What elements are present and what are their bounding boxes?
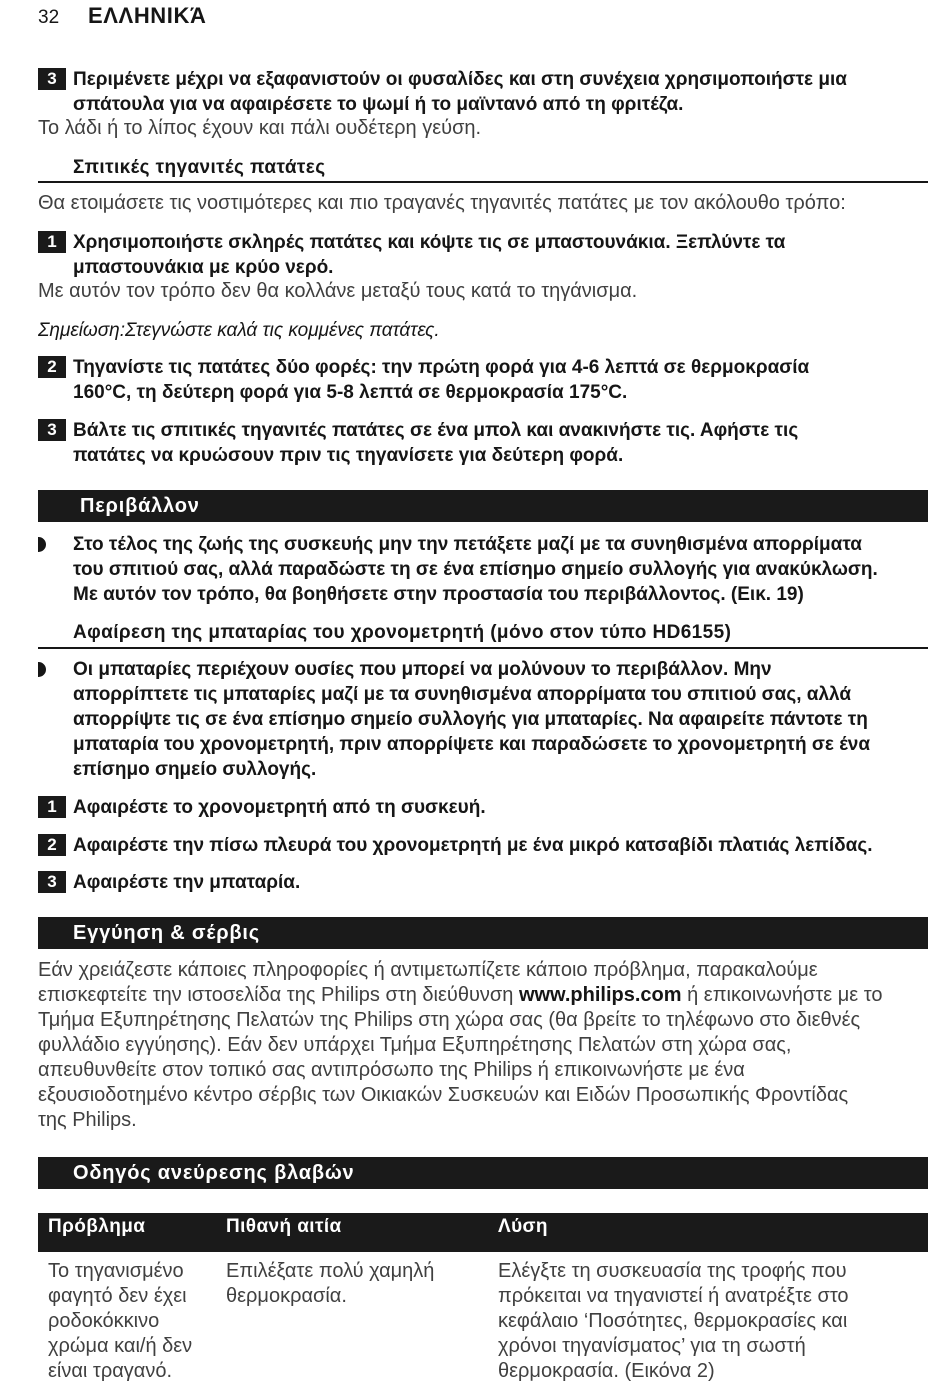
troubleshooting-table-header	[38, 1213, 928, 1252]
section-heading: Οδηγός ανεύρεσης βλαβών	[73, 1162, 355, 1184]
half-circle-bullet-icon	[38, 537, 46, 552]
subsection-divider	[38, 181, 928, 183]
step-text	[73, 355, 928, 405]
battery-step-1	[38, 795, 928, 820]
step-number-badge: 1	[38, 231, 66, 253]
step-2-fry-twice	[38, 355, 928, 405]
section-heading: Εγγύηση & σέρβις	[73, 922, 260, 944]
table-cell-cause	[226, 1259, 488, 1309]
step-result-text: Με αυτόν τον τρόπο δεν θα κολλάνε μεταξύ τους κατά το τηγάνισμα.	[38, 280, 638, 302]
step-text-line: πατάτες να κρυώσουν πριν τις τηγανίσετε για δεύτερη φορά.	[73, 445, 624, 466]
table-cell-line: χρώμα και/ή δεν	[48, 1335, 193, 1357]
step-text	[73, 870, 928, 895]
paragraph-line: εξουσιοδοτημένο κέντρο σέρβις των Οικιακών Συσκευών και Ειδών Προσωπικής Φροντίδας	[38, 1084, 849, 1106]
step-text-line: μπαστουνάκια με κρύο νερό.	[73, 257, 334, 278]
step-result	[38, 279, 928, 304]
step-text-line: Περιμένετε μέχρι να εξαφανιστούν οι φυσαλίδες και στη συνέχεια χρησιμοποιήστε μια	[73, 69, 847, 90]
section-bar-troubleshooting	[38, 1157, 928, 1189]
subsection-intro	[38, 191, 928, 216]
step-number-badge: 3	[38, 419, 66, 441]
step-text-line: Τηγανίστε τις πατάτες δύο φορές: την πρώτη φορά για 4-6 λεπτά σε θερμοκρασία	[73, 357, 810, 378]
subsection-heading: Σπιτικές τηγανιτές πατάτες	[73, 157, 326, 178]
step-number-badge: 2	[38, 356, 66, 378]
subsection-battery-heading	[38, 620, 928, 645]
step-3-remove-food	[38, 67, 928, 117]
paragraph-line: απευθυνθείτε στον τοπικό σας αντιπρόσωπο της Philips ή επικοινωνήστε με ένα	[38, 1059, 745, 1081]
table-cell-line: κεφάλαιο ‘Ποσότητες, θερμοκρασίες και	[498, 1310, 848, 1332]
battery-step-2	[38, 833, 928, 858]
section-heading: Περιβάλλον	[80, 495, 200, 517]
bullet-disposal	[38, 532, 928, 607]
paragraph-line: Εάν χρειάζεστε κάποιες πληροφορίες ή αντιμετωπίζετε κάποιο πρόβλημα, παρακαλούμε	[38, 959, 818, 981]
step-text-line: 160°C, τη δεύτερη φορά για 5-8 λεπτά σε θερμοκρασία 175°C.	[73, 382, 628, 403]
paragraph-text: επισκεφτείτε την ιστοσελίδα της Philips στη διεύθυνση	[38, 984, 519, 1006]
step-text	[73, 67, 928, 117]
bullet-text-line: Στο τέλος της ζωής της συσκευής μην την πετάξετε μαζί με τα συνηθισμένα απορρίματα	[73, 534, 862, 555]
bullet-text-line: Οι μπαταρίες περιέχουν ουσίες που μπορεί να μολύνουν το περιβάλλον. Μην	[73, 659, 772, 680]
step-result-text: Το λάδι ή το λίπος έχουν και πάλι ουδέτερη γεύση.	[38, 117, 482, 139]
table-cell-line: ροδοκόκκινο	[48, 1310, 160, 1332]
bullet-text-line: επίσημο σημείο συλλογής.	[73, 759, 317, 780]
column-header-cause: Πιθανή αιτία	[226, 1216, 342, 1237]
guarantee-paragraph	[38, 958, 928, 1133]
step-text-line: Αφαιρέστε την μπαταρία.	[73, 872, 301, 893]
paragraph-line: Τμήμα Εξυπηρέτησης Πελατών της Philips στη χώρα σας (θα βρείτε το τηλέφωνο στο διεθνές	[38, 1009, 861, 1031]
step-number-badge: 2	[38, 834, 66, 856]
step-text-line: Βάλτε τις σπιτικές τηγανιτές πατάτες σε ένα μπολ και ανακινήστε τις. Αφήστε τις	[73, 420, 799, 441]
bullet-text-line: του σπιτιού σας, αλλά παραδώστε τη σε ένα επίσημο σημείο συλλογής για ανακύκλωση.	[73, 559, 878, 580]
table-cell-problem	[48, 1259, 220, 1384]
language-title: ΕΛΛΗΝΙΚΆ	[88, 3, 207, 28]
step-text	[73, 418, 928, 468]
half-circle-bullet-icon	[38, 662, 46, 677]
step-number-badge: 1	[38, 796, 66, 818]
subsection-divider	[38, 647, 928, 649]
paragraph-text: ή επικοινωνήστε με το	[681, 984, 883, 1006]
step-1-cut-potatoes	[38, 230, 928, 280]
step-result	[38, 116, 928, 141]
bullet-text	[73, 657, 928, 782]
table-row	[38, 1259, 928, 1386]
bullet-battery-warning	[38, 657, 928, 782]
step-text	[73, 833, 928, 858]
table-cell-line: είναι τραγανό.	[48, 1360, 173, 1382]
table-cell-line: Επιλέξατε πολύ χαμηλή	[226, 1260, 435, 1282]
note-text: Σημείωση:Στεγνώστε καλά τις κομμένες πατάτες.	[38, 320, 440, 341]
website-address: www.philips.com	[518, 984, 682, 1006]
table-cell-line: Το τηγανισμένο	[48, 1260, 184, 1282]
step-number-badge: 3	[38, 871, 66, 893]
step-3-cool-chips	[38, 418, 928, 468]
paragraph-line: φυλλάδιο εγγύησης). Εάν δεν υπάρχει Τμήμα Εξυπηρέτησης Πελατών στη χώρα σας,	[38, 1034, 792, 1056]
page-header	[38, 3, 928, 29]
bullet-text-line: απορρίψτε τις σε ένα επίσημο σημείο συλλογής για μπαταρίες. Να αφαιρείτε πάντοτε τη	[73, 709, 868, 730]
table-cell-line: θερμοκρασία. (Εικόνα 2)	[498, 1360, 715, 1382]
table-cell-line: Ελέγξτε τη συσκευασία της τροφής που	[498, 1260, 847, 1282]
note	[38, 318, 928, 343]
step-text	[73, 230, 928, 280]
table-cell-line: φαγητό δεν έχει	[48, 1285, 187, 1307]
step-text-line: σπάτουλα για να αφαιρέσετε το ψωμί ή το μαϊντανό από τη φριτέζα.	[73, 94, 684, 115]
paragraph-line	[38, 983, 928, 1008]
bullet-text-line: Με αυτόν τον τρόπο, θα βοηθήσετε στην προστασία του περιβάλλοντος. (Εικ. 19)	[73, 584, 804, 605]
bullet-text-line: απορρίπτετε τις μπαταρίες μαζί με τα συνηθισμένα απορρίματα του σπιτιού σας, αλλά	[73, 684, 852, 705]
bullet-text-line: μπαταρία του χρονομετρητή, πριν απορρίψετε και παραδώσετε το χρονομετρητή σε ένα	[73, 734, 871, 755]
column-header-problem: Πρόβλημα	[48, 1216, 146, 1237]
column-header-solution: Λύση	[498, 1216, 548, 1237]
table-cell-line: χρόνοι τηγανίσματος’ για τη σωστή	[498, 1335, 806, 1357]
section-bar-environment	[38, 490, 928, 522]
table-cell-line: θερμοκρασία.	[226, 1285, 347, 1307]
table-cell-line: πρόκειται να τηγανιστεί ή ανατρέξτε στο	[498, 1285, 849, 1307]
table-cell-solution	[498, 1259, 928, 1384]
step-number-badge: 3	[38, 68, 66, 90]
battery-step-3	[38, 870, 928, 895]
paragraph-line: της Philips.	[38, 1109, 137, 1131]
step-text-line: Χρησιμοποιήστε σκληρές πατάτες και κόψτε τις σε μπαστουνάκια. Ξεπλύντε τα	[73, 232, 786, 253]
page-number: 32	[38, 7, 60, 28]
step-text	[73, 795, 928, 820]
step-text-line: Αφαιρέστε το χρονομετρητή από τη συσκευή.	[73, 797, 486, 818]
intro-text: Θα ετοιμάσετε τις νοστιμότερες και πιο τραγανές τηγανιτές πατάτες με τον ακόλουθο τρόπο:	[38, 192, 846, 214]
bullet-text	[73, 532, 928, 607]
step-text-line: Αφαιρέστε την πίσω πλευρά του χρονομετρητή με ένα μικρό κατσαβίδι πλατιάς λεπίδας.	[73, 835, 873, 856]
section-bar-guarantee	[38, 917, 928, 949]
subsection-heading: Αφαίρεση της μπαταρίας του χρονομετρητή (μόνο στον τύπο HD6155)	[73, 622, 732, 643]
subsection-homemade-chips-heading	[38, 155, 928, 180]
